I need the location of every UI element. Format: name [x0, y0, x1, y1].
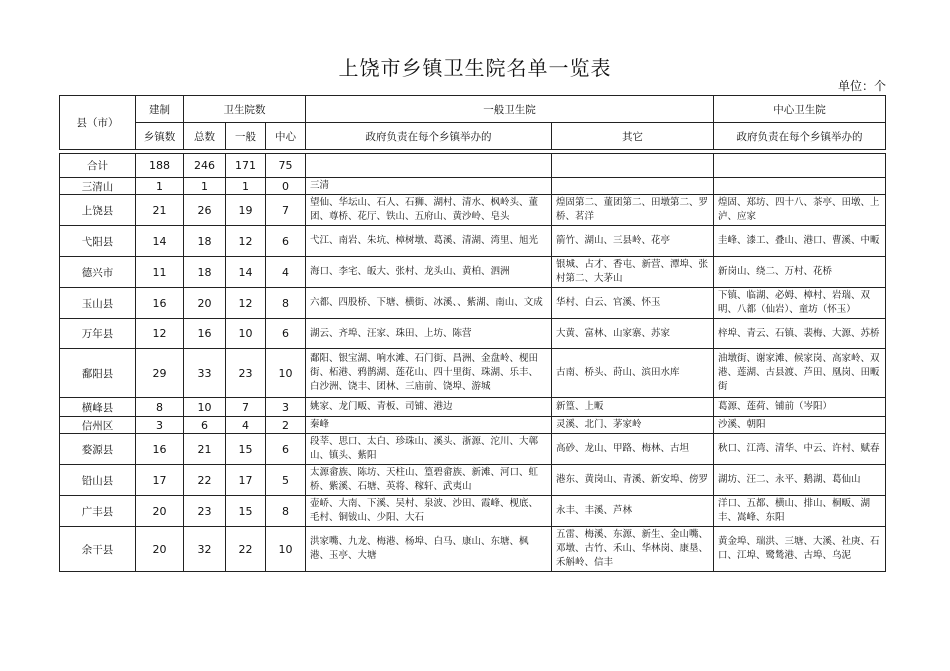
county-cell: 合计 [60, 154, 136, 178]
table-row [60, 349, 886, 398]
general-cell: 4 [226, 417, 266, 434]
general-gov-cell: 海口、李宅、皈大、张村、龙头山、黄柏、泗洲 [306, 257, 552, 288]
table-row [60, 527, 886, 572]
center-cell: 8 [266, 288, 306, 319]
header-county: 县（市） [60, 96, 136, 150]
table-row [60, 178, 886, 195]
county-cell: 余干县 [60, 527, 136, 572]
table-row [60, 154, 886, 178]
towns-cell: 188 [136, 154, 184, 178]
towns-cell: 17 [136, 465, 184, 496]
table-row [60, 319, 886, 349]
header-weishengyuan: 卫生院数 [184, 96, 306, 123]
hospital-table [59, 95, 886, 572]
general-cell: 22 [226, 527, 266, 572]
general-other-cell: 灵溪、北门、茅家岭 [552, 417, 714, 434]
header-center-gov-run: 政府负责在每个乡镇举办的 [714, 123, 886, 150]
county-cell: 上饶县 [60, 195, 136, 226]
general-cell: 14 [226, 257, 266, 288]
center-cell: 4 [266, 257, 306, 288]
total-cell: 26 [184, 195, 226, 226]
center-cell: 6 [266, 319, 306, 349]
general-other-cell: 新篁、上畈 [552, 398, 714, 417]
general-gov-cell: 洪家嘴、九龙、梅港、杨埠、白马、康山、东塘、枫港、玉亭、大塘 [306, 527, 552, 572]
center-gov-cell: 新岗山、绕二、万村、花桥 [714, 257, 886, 288]
towns-cell: 20 [136, 527, 184, 572]
header-general: 一般 [226, 123, 266, 150]
unit-label: 单位：个 [837, 79, 886, 93]
center-cell: 3 [266, 398, 306, 417]
center-cell: 75 [266, 154, 306, 178]
page-title: 上饶市乡镇卫生院名单一览表 [338, 56, 612, 80]
total-cell: 16 [184, 319, 226, 349]
general-other-cell: 港东、黄岗山、青溪、新安埠、傍罗 [552, 465, 714, 496]
general-other-cell: 煌固第二、董团第二、田墩第二、罗桥、茗洋 [552, 195, 714, 226]
general-cell: 15 [226, 496, 266, 527]
header-general-hospital: 一般卫生院 [306, 96, 714, 123]
header-jianzhi: 建制 [136, 96, 184, 123]
county-cell: 弋阳县 [60, 226, 136, 257]
general-other-cell: 银城、占才、香屯、新营、潭埠、张村第二、大茅山 [552, 257, 714, 288]
table-row [60, 434, 886, 465]
general-gov-cell: 壶峤、大南、下溪、吴村、泉波、沙田、霞峰、枧底、毛村、铜钹山、少阳、大石 [306, 496, 552, 527]
total-cell: 246 [184, 154, 226, 178]
general-gov-cell: 段莘、思口、太白、珍珠山、溪头、浙源、沱川、大鄣山、镇头、紫阳 [306, 434, 552, 465]
center-gov-cell [714, 154, 886, 178]
general-cell: 19 [226, 195, 266, 226]
center-gov-cell: 梓埠、青云、石镇、裴梅、大源、苏桥 [714, 319, 886, 349]
center-gov-cell: 葛源、莲荷、铺前（岑阳） [714, 398, 886, 417]
table-row [60, 417, 886, 434]
center-gov-cell: 洋口、五都、横山、排山、桐畈、湖丰、嵩峰、东阳 [714, 496, 886, 527]
towns-cell: 8 [136, 398, 184, 417]
county-cell: 铅山县 [60, 465, 136, 496]
center-gov-cell: 秋口、江湾、清华、中云、许村、赋春 [714, 434, 886, 465]
center-cell: 0 [266, 178, 306, 195]
total-cell: 23 [184, 496, 226, 527]
towns-cell: 29 [136, 349, 184, 398]
header-total: 总数 [184, 123, 226, 150]
center-cell: 8 [266, 496, 306, 527]
center-gov-cell: 黄金埠、瑞洪、三塘、大溪、社庚、石口、江埠、鹭鸶港、古埠、乌泥 [714, 527, 886, 572]
center-gov-cell: 圭峰、漆工、叠山、港口、曹溪、中畈 [714, 226, 886, 257]
total-cell: 18 [184, 226, 226, 257]
county-cell: 信州区 [60, 417, 136, 434]
general-cell: 12 [226, 226, 266, 257]
center-gov-cell [714, 178, 886, 195]
center-cell: 6 [266, 226, 306, 257]
general-gov-cell: 湖云、齐埠、汪家、珠田、上坊、陈营 [306, 319, 552, 349]
general-other-cell: 永丰、丰溪、芦林 [552, 496, 714, 527]
general-gov-cell: 鄱阳、银宝湖、响水滩、石门街、昌洲、金盘岭、枧田街、柘港、鸦鹊湖、莲花山、四十里街、珠湖、乐丰、白沙洲、饶丰、团林、三庙前、饶埠、游城 [306, 349, 552, 398]
general-gov-cell: 望仙、华坛山、石人、石狮、湖村、清水、枫岭头、董团、尊桥、花厅、铁山、五府山、黄沙岭、皂头 [306, 195, 552, 226]
general-other-cell: 高砂、龙山、甲路、梅林、古坦 [552, 434, 714, 465]
towns-cell: 14 [136, 226, 184, 257]
general-other-cell [552, 154, 714, 178]
center-cell: 10 [266, 349, 306, 398]
center-cell: 6 [266, 434, 306, 465]
header-row-1 [60, 96, 886, 123]
general-cell: 15 [226, 434, 266, 465]
general-other-cell [552, 178, 714, 195]
total-cell: 1 [184, 178, 226, 195]
towns-cell: 3 [136, 417, 184, 434]
table-row [60, 496, 886, 527]
table-row [60, 465, 886, 496]
total-cell: 21 [184, 434, 226, 465]
county-cell: 横峰县 [60, 398, 136, 417]
towns-cell: 1 [136, 178, 184, 195]
header-xiangzhen: 乡镇数 [136, 123, 184, 150]
general-gov-cell: 秦峰 [306, 417, 552, 434]
towns-cell: 21 [136, 195, 184, 226]
county-cell: 万年县 [60, 319, 136, 349]
towns-cell: 16 [136, 434, 184, 465]
table-row [60, 257, 886, 288]
center-cell: 5 [266, 465, 306, 496]
general-cell: 7 [226, 398, 266, 417]
general-gov-cell: 三清 [306, 178, 552, 195]
center-gov-cell: 下镇、临湖、必姆、樟村、岩瑞、双明、八都（仙岩）、童坊（怀玉） [714, 288, 886, 319]
general-cell: 10 [226, 319, 266, 349]
general-gov-cell [306, 154, 552, 178]
table-row [60, 288, 886, 319]
general-other-cell: 华村、白云、官溪、怀玉 [552, 288, 714, 319]
towns-cell: 20 [136, 496, 184, 527]
total-cell: 6 [184, 417, 226, 434]
general-other-cell: 五雷、梅溪、东源、新生、金山嘴、邓墩、古竹、禾山、华林岗、康垦、禾斛岭、信丰 [552, 527, 714, 572]
general-cell: 23 [226, 349, 266, 398]
center-gov-cell: 湖坊、汪二、永平、鹅湖、葛仙山 [714, 465, 886, 496]
towns-cell: 16 [136, 288, 184, 319]
table-row [60, 195, 886, 226]
total-cell: 33 [184, 349, 226, 398]
general-cell: 171 [226, 154, 266, 178]
county-cell: 三清山 [60, 178, 136, 195]
general-gov-cell: 六都、四股桥、下塘、横街、冰溪、、紫湖、南山、文成 [306, 288, 552, 319]
towns-cell: 11 [136, 257, 184, 288]
general-cell: 12 [226, 288, 266, 319]
general-other-cell: 大黄、富林、山家寨、苏家 [552, 319, 714, 349]
general-gov-cell: 太源畲族、陈坊、天柱山、篁碧畲族、新滩、河口、虹桥、紫溪、石塘、英将、稼轩、武夷山 [306, 465, 552, 496]
county-cell: 婺源县 [60, 434, 136, 465]
general-cell: 1 [226, 178, 266, 195]
header-gov-run: 政府负责在每个乡镇举办的 [306, 123, 552, 150]
center-gov-cell: 油墩街、谢家滩、候家岗、高家岭、双港、莲湖、古县渡、芦田、凰岗、田畈街 [714, 349, 886, 398]
center-gov-cell: 煌固、郑坊、四十八、茶亭、田墩、上泸、应家 [714, 195, 886, 226]
center-cell: 2 [266, 417, 306, 434]
total-cell: 20 [184, 288, 226, 319]
header-center-hospital: 中心卫生院 [714, 96, 886, 123]
header-other: 其它 [552, 123, 714, 150]
county-cell: 德兴市 [60, 257, 136, 288]
towns-cell: 12 [136, 319, 184, 349]
county-cell: 鄱阳县 [60, 349, 136, 398]
total-cell: 22 [184, 465, 226, 496]
general-other-cell: 古南、桥头、莳山、滨田水库 [552, 349, 714, 398]
total-cell: 18 [184, 257, 226, 288]
center-cell: 7 [266, 195, 306, 226]
center-cell: 10 [266, 527, 306, 572]
general-cell: 17 [226, 465, 266, 496]
county-cell: 玉山县 [60, 288, 136, 319]
general-gov-cell: 姚家、龙门畈、青板、司铺、港边 [306, 398, 552, 417]
total-cell: 32 [184, 527, 226, 572]
general-gov-cell: 弋江、南岩、朱坑、樟树墩、葛溪、清湖、湾里、旭光 [306, 226, 552, 257]
center-gov-cell: 沙溪、朝阳 [714, 417, 886, 434]
header-row-2 [60, 123, 886, 150]
table-row [60, 226, 886, 257]
total-cell: 10 [184, 398, 226, 417]
header-center: 中心 [266, 123, 306, 150]
county-cell: 广丰县 [60, 496, 136, 527]
general-other-cell: 箭竹、湖山、三县岭、花亭 [552, 226, 714, 257]
table-row [60, 398, 886, 417]
